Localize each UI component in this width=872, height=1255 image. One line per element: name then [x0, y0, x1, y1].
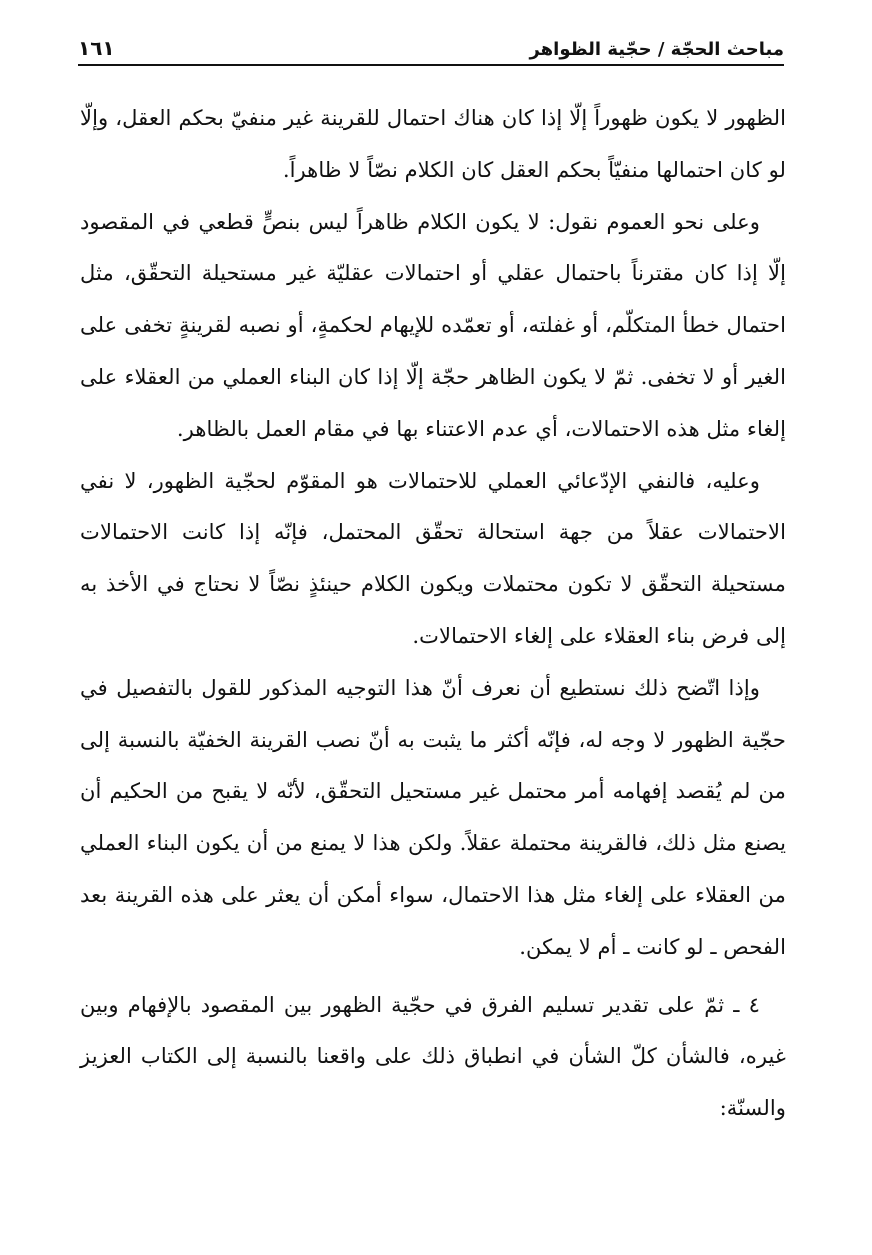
paragraph-1: الظهور لا يكون ظهوراً إلّا إذا كان هناك احتمال للقرينة غير منفيّ بحكم العقل، وإلّا لو كان احتمالها منفيّاً بحكم العقل كان الكلام نصّاً لا ظاهراً. — [80, 105, 786, 182]
page-header — [78, 30, 784, 66]
running-title: مباحث الحجّة / حجّية الظواهر — [529, 39, 784, 60]
paragraph-2: وعلى نحو العموم نقول: لا يكون الكلام ظاهراً ليس بنصٍّ قطعي في المقصود إلّا إذا كان مقترناً باحتمال عقلي أو احتمالات عقليّة غير مستحيلة التحقّق، مثل احتمال خطأ المتكلّم، أو غفلته، أو تعمّده للإيهام لحكمةٍ، أو نصبه لقرينةٍ تخفى على الغير أو لا تخفى. ثمّ لا يكون الظاهر حجّة إلّا إذا كان البناء العملي من العقلاء على إلغاء مثل هذه الاحتمالات، أي عدم الاعتناء بها في مقام العمل بالظاهر. — [80, 208, 786, 441]
paragraph-3: وعليه، فالنفي الإدّعائي العملي للاحتمالات هو المقوّم لحجّية الظهور، لا نفي الاحتمالات عقلاً من جهة استحالة تحقّق المحتمل، فإنّه إذا كانت الاحتمالات مستحيلة التحقّق لا تكون محتملات ويكون الكلام حينئذٍ نصّاً لا نحتاج في الأخذ به إلى فرض بناء العقلاء على إلغاء الاحتمالات. — [80, 467, 786, 648]
paragraph-4: وإذا اتّضح ذلك نستطيع أن نعرف أنّ هذا التوجيه المذكور للقول بالتفصيل في حجّية الظهور لا وجه له، فإنّه أكثر ما يثبت به أنّ نصب القرينة الخفيّة بالنسبة إلى من لم يُقصد إفهامه أمر محتمل غير مستحيل التحقّق، لأنّه لا يقبح من الحكيم أن يصنع مثل ذلك، فالقرينة محتملة عقلاً. ولكن هذا لا يمنع من أن يكون البناء العملي من العقلاء على إلغاء مثل هذا الاحتمال، سواء أمكن أن يعثر على هذه القرينة بعد الفحص ـ لو كانت ـ أم لا يمكن. — [80, 674, 786, 959]
page-number: ١٦١ — [78, 36, 115, 60]
paragraph-5: ٤ ـ ثمّ على تقدير تسليم الفرق في حجّية الظهور بين المقصود بالإفهام وبين غيره، فالشأن كلّ الشأن في انطباق ذلك على واقعنا بالنسبة إلى الكتاب العزيز والسنّة: — [80, 991, 786, 1121]
body-text — [80, 92, 786, 1134]
